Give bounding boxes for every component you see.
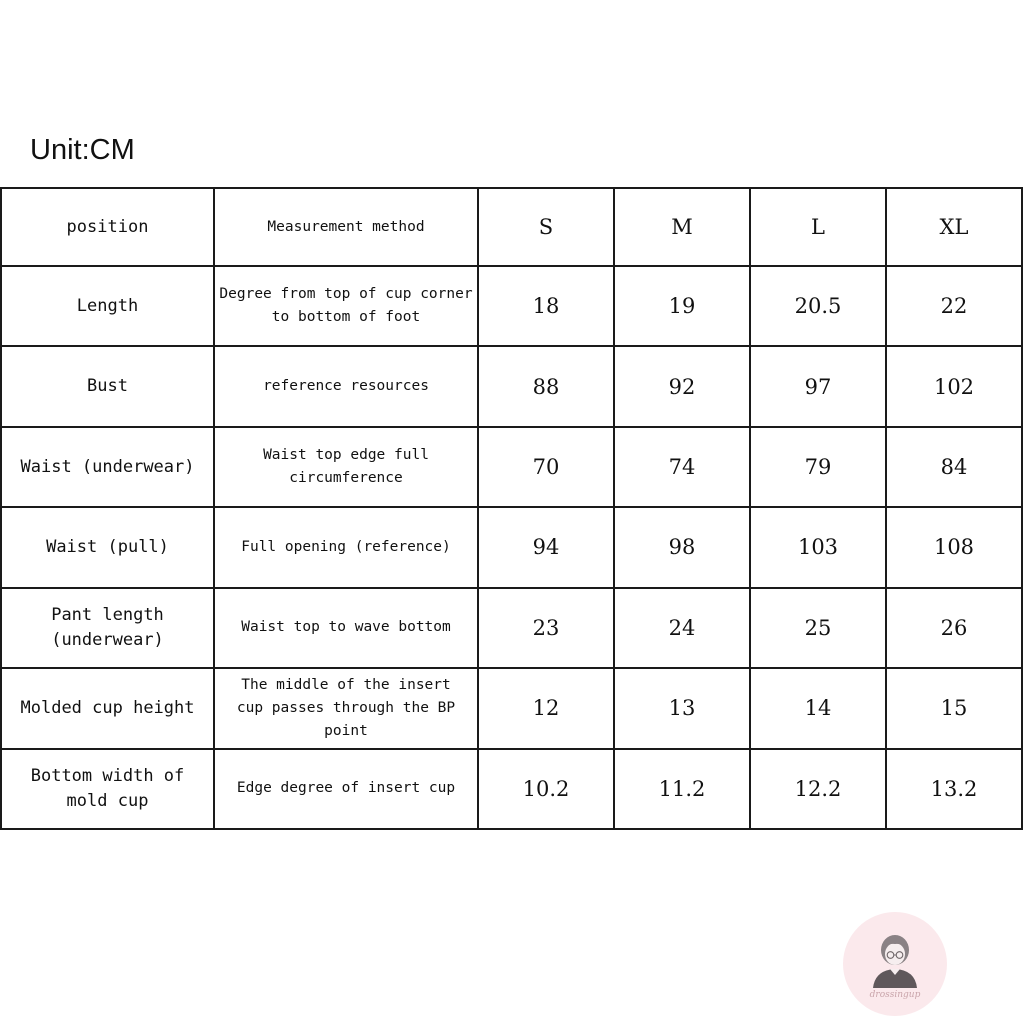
header-size-xl: XL [886, 188, 1022, 266]
cell-value-l: 97 [750, 346, 886, 426]
cell-position: Bottom width of mold cup [1, 749, 214, 829]
cell-position: Bust [1, 346, 214, 426]
header-position: position [1, 188, 214, 266]
table-row [1, 346, 1022, 426]
table-row [1, 427, 1022, 507]
cell-value-xl: 102 [886, 346, 1022, 426]
cell-position: Waist (pull) [1, 507, 214, 587]
cell-method: reference resources [214, 346, 478, 426]
watermark-text: drossingup [869, 990, 921, 1000]
table-row [1, 588, 1022, 668]
table-row [1, 266, 1022, 346]
cell-value-m: 13 [614, 668, 750, 748]
cell-value-s: 18 [478, 266, 614, 346]
cell-value-l: 25 [750, 588, 886, 668]
cell-value-m: 19 [614, 266, 750, 346]
cell-value-xl: 26 [886, 588, 1022, 668]
cell-method: Waist top edge full circumference [214, 427, 478, 507]
cell-value-xl: 84 [886, 427, 1022, 507]
cell-value-m: 11.2 [614, 749, 750, 829]
table-header-row [1, 188, 1022, 266]
cell-position: Pant length (underwear) [1, 588, 214, 668]
cell-method: Edge degree of insert cup [214, 749, 478, 829]
table-row [1, 749, 1022, 829]
watermark-badge [843, 912, 947, 1016]
header-size-s: S [478, 188, 614, 266]
cell-value-l: 79 [750, 427, 886, 507]
cell-value-s: 88 [478, 346, 614, 426]
cell-position: Length [1, 266, 214, 346]
cell-value-l: 12.2 [750, 749, 886, 829]
header-size-l: L [750, 188, 886, 266]
cell-method: Degree from top of cup corner to bottom of foot [214, 266, 478, 346]
cell-method: Waist top to wave bottom [214, 588, 478, 668]
size-chart-table [0, 187, 1023, 830]
cell-value-m: 24 [614, 588, 750, 668]
cell-value-xl: 108 [886, 507, 1022, 587]
cell-position: Waist (underwear) [1, 427, 214, 507]
cell-value-m: 98 [614, 507, 750, 587]
cell-value-l: 20.5 [750, 266, 886, 346]
header-method: Measurement method [214, 188, 478, 266]
cell-position: Molded cup height [1, 668, 214, 748]
cell-method: The middle of the insert cup passes through the BP point [214, 668, 478, 748]
unit-label: Unit:CM [30, 134, 135, 166]
header-size-m: M [614, 188, 750, 266]
table-row [1, 668, 1022, 748]
cell-value-l: 103 [750, 507, 886, 587]
cell-value-s: 70 [478, 427, 614, 507]
cell-value-m: 74 [614, 427, 750, 507]
cell-value-xl: 15 [886, 668, 1022, 748]
cell-value-s: 94 [478, 507, 614, 587]
table-row [1, 507, 1022, 587]
avatar-icon [843, 912, 947, 1016]
cell-value-s: 12 [478, 668, 614, 748]
cell-value-l: 14 [750, 668, 886, 748]
cell-value-xl: 13.2 [886, 749, 1022, 829]
cell-value-s: 23 [478, 588, 614, 668]
cell-method: Full opening (reference) [214, 507, 478, 587]
cell-value-m: 92 [614, 346, 750, 426]
cell-value-xl: 22 [886, 266, 1022, 346]
cell-value-s: 10.2 [478, 749, 614, 829]
